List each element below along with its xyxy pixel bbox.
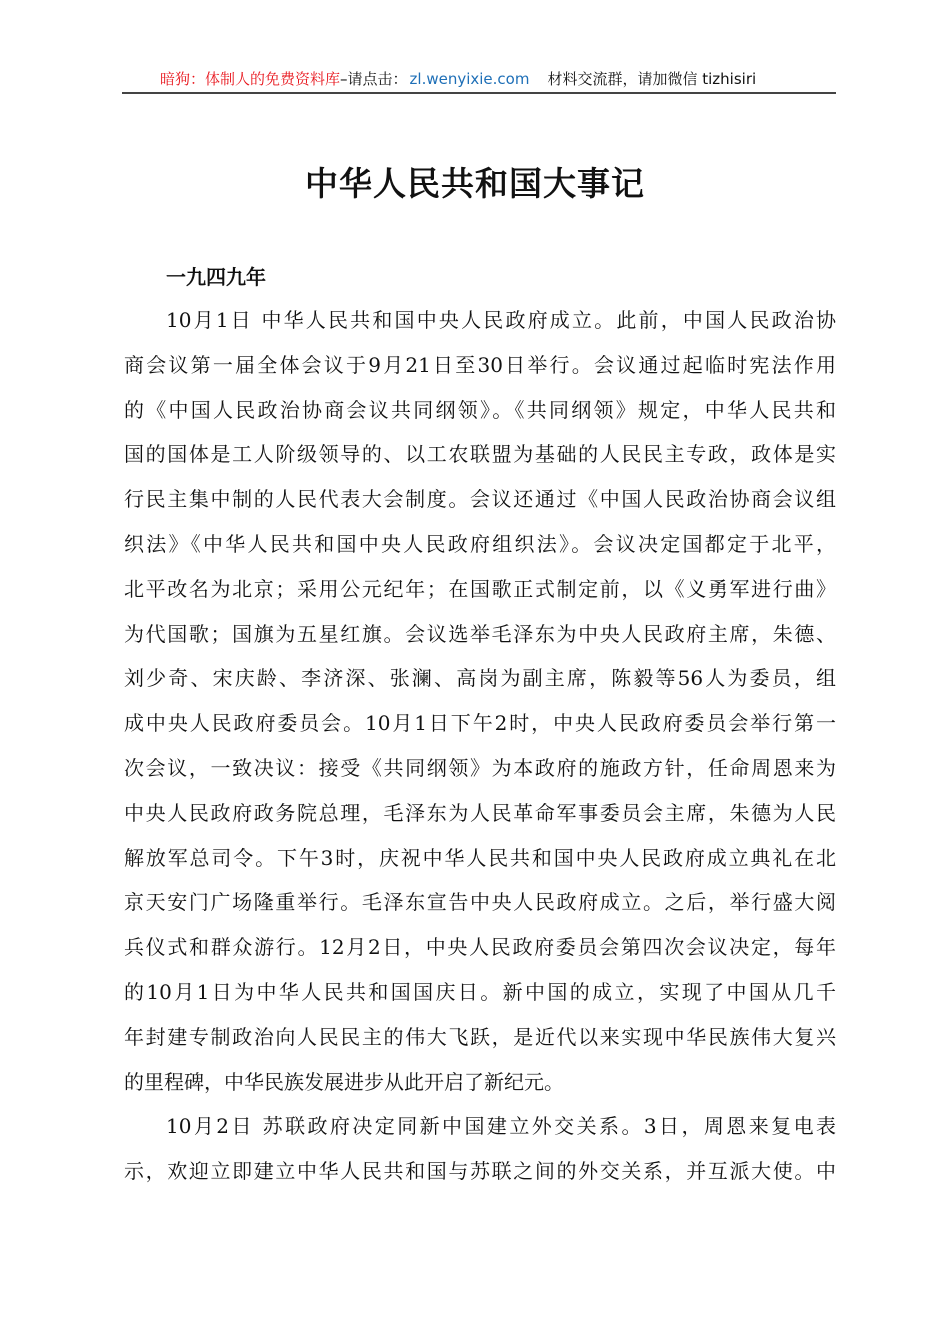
year-heading: 一九四九年 bbox=[166, 265, 266, 289]
text-line: 10月1日 中华人民共和国中央人民政府成立。此前，中国人民政治协 bbox=[166, 308, 836, 332]
text-line: 商会议第一届全体会议于9月21日至30日举行。会议通过起临时宪法作用 bbox=[124, 352, 836, 377]
text-line: 次会议，一致决议：接受《共同纲领》为本政府的施政方针，任命周恩来为 bbox=[124, 755, 836, 780]
page-header bbox=[122, 68, 836, 94]
text-line: 示，欢迎立即建立中华人民共和国与苏联之间的外交关系，并互派大使。中 bbox=[124, 1159, 836, 1184]
text-line: 为代国歌；国旗为五星红旗。会议选举毛泽东为中央人民政府主席，朱德、 bbox=[124, 621, 836, 646]
text-line: 织法》《中华人民共和国中央人民政府组织法》。会议决定国都定于北平， bbox=[124, 531, 836, 556]
header-click-prompt: –请点击： bbox=[340, 70, 408, 88]
text-line: 年封建专制政治向人民民主的伟大飞跃，是近代以来实现中华民族伟大复兴 bbox=[124, 1024, 836, 1049]
document-body bbox=[124, 305, 836, 1201]
text-line: 北平改名为北京；采用公元纪年；在国歌正式制定前，以《义勇军进行曲》 bbox=[124, 576, 836, 601]
text-line: 的10月1日为中华人民共和国国庆日。新中国的成立，实现了中国从几千 bbox=[124, 979, 836, 1004]
text-line: 行民主集中制的人民代表大会制度。会议还通过《中国人民政治协商会议组 bbox=[124, 487, 836, 512]
text-line: 的里程碑，中华民族发展进步从此开启了新纪元。 bbox=[124, 1069, 564, 1094]
header-wechat-note: 材料交流群，请加微信 tizhisiri bbox=[547, 70, 757, 88]
header-link[interactable]: zl.wenyixie.com bbox=[409, 70, 530, 88]
text-line: 刘少奇、宋庆龄、李济深、张澜、高岗为副主席，陈毅等56人为委员，组 bbox=[124, 666, 836, 691]
text-line: 成中央人民政府委员会。10月1日下午2时，中央人民政府委员会举行第一 bbox=[124, 711, 836, 736]
text-line: 兵仪式和群众游行。12月2日，中央人民政府委员会第四次会议决定，每年 bbox=[124, 935, 836, 960]
text-line: 国的国体是工人阶级领导的、以工农联盟为基础的人民民主专政，政体是实 bbox=[124, 442, 836, 467]
text-line: 京天安门广场隆重举行。毛泽东宣告中央人民政府成立。之后，举行盛大阅 bbox=[124, 890, 836, 915]
text-line: 中央人民政府政务院总理，毛泽东为人民革命军事委员会主席，朱德为人民 bbox=[124, 800, 836, 825]
text-line: 解放军总司令。下午3时，庆祝中华人民共和国中央人民政府成立典礼在北 bbox=[124, 845, 836, 870]
document-title: 中华人民共和国大事记 bbox=[305, 164, 645, 203]
text-line: 10月2日 苏联政府决定同新中国建立外交关系。3日，周恩来复电表 bbox=[166, 1114, 836, 1139]
text-line: 的《中国人民政治协商会议共同纲领》。《共同纲领》规定，中华人民共和 bbox=[124, 397, 836, 422]
header-site-name: 暗狗：体制人的免费资料库 bbox=[160, 70, 341, 88]
